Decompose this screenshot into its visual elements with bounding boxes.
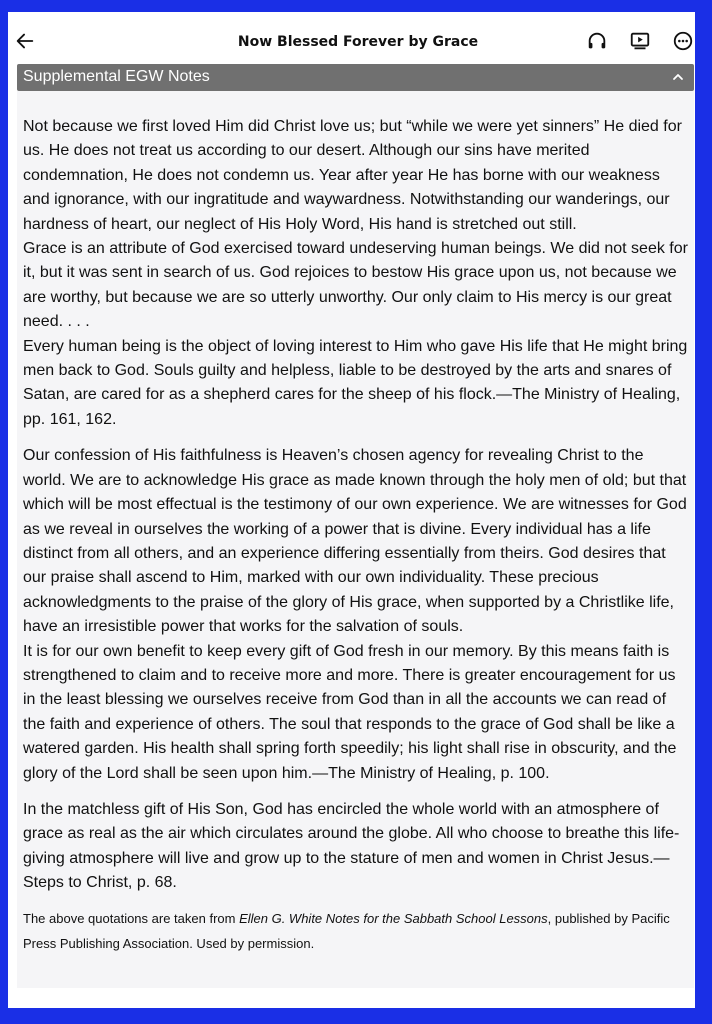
back-arrow-icon[interactable] xyxy=(14,30,36,52)
video-play-icon[interactable] xyxy=(629,30,651,52)
chevron-up-icon[interactable] xyxy=(670,69,686,85)
app-window xyxy=(8,12,695,1008)
headphones-icon[interactable] xyxy=(586,30,608,52)
paragraph: Our confession of His faithfulness is Heaven’s chosen agency for revealing Christ to the world. We are to acknowledge His grace as made known through the holy men of old; but that which will be most effectual is the testimony of our own experience. We are witnesses for God as we reveal in ourselves the working of a power that is divine. Every individual has a life distinct from all others, and an experience differing essentially from theirs. God desires that our praise shall ascend to Him, marked with our own individuality. These precious acknowledgments to the praise of the glory of His grace, when supported by a Christlike life, have an irresistible power that works for the salvation of souls. xyxy=(23,447,687,636)
section-title: Supplemental EGW Notes xyxy=(23,68,210,85)
notes-content xyxy=(17,91,694,988)
paragraph: Every human being is the object of loving interest to Him who gave His life that He might bring men back to God. Souls guilty and helpless, liable to be destroyed by the arts and snares of Satan, are cared for as a shepherd cares for the sheep of his flock.—The Ministry of Healing, pp. 161, 162. xyxy=(23,337,688,428)
top-bar xyxy=(8,12,695,64)
attribution-note xyxy=(23,906,689,956)
attribution-suffix: , published by Pacific Press Publishing Association. Used by permission. xyxy=(23,910,670,951)
more-options-icon[interactable] xyxy=(672,30,694,52)
page-title: Now Blessed Forever by Grace xyxy=(237,34,479,50)
attribution-prefix: The above quotations are taken from xyxy=(23,910,240,926)
paragraph: In the matchless gift of His Son, God has encircled the whole world with an atmosphere of grace as real as the air which circulates around the globe. All who choose to breathe this life-giving atmosphere will live and grow up to the stature of men and women in Christ Jesus.—Steps to Christ, p. 68. xyxy=(23,800,680,892)
paragraph: It is for our own benefit to keep every gift of God fresh in our memory. By this means faith is strengthened to claim and to receive more and more. There is greater encouragement for us in the least blessing we ourselves receive from God than in all the accounts we can read of the faith and experience of others. The soul that responds to the grace of God shall be like a watered garden. His health shall spring forth speedily; his light shall rise in obscurity, and the glory of the Lord shall be seen upon him.—The Ministry of Healing, p. 100. xyxy=(23,642,677,782)
notes-text xyxy=(23,115,689,956)
paragraph: Not because we first loved Him did Christ love us; but “while we were yet sinners” He died for us. He does not treat us according to our desert. Although our sins have merited condemnation, He does not condemn us. Year after year He has borne with our weakness and ignorance, with our ingratitude and waywardness. Notwithstanding our wanderings, our hardness of heart, our neglect of His Holy Word, His hand is stretched out still. xyxy=(23,118,682,233)
section-header[interactable] xyxy=(17,64,694,91)
attribution-source: Ellen G. White Notes for the Sabbath School Lessons xyxy=(239,910,548,926)
paragraph: Grace is an attribute of God exercised toward undeserving human beings. We did not seek for it, but it was sent in search of us. God rejoices to bestow His grace upon us, not because we are worthy, but because we are so utterly unworthy. Our only claim to His mercy is our great need. . . . xyxy=(23,240,688,331)
